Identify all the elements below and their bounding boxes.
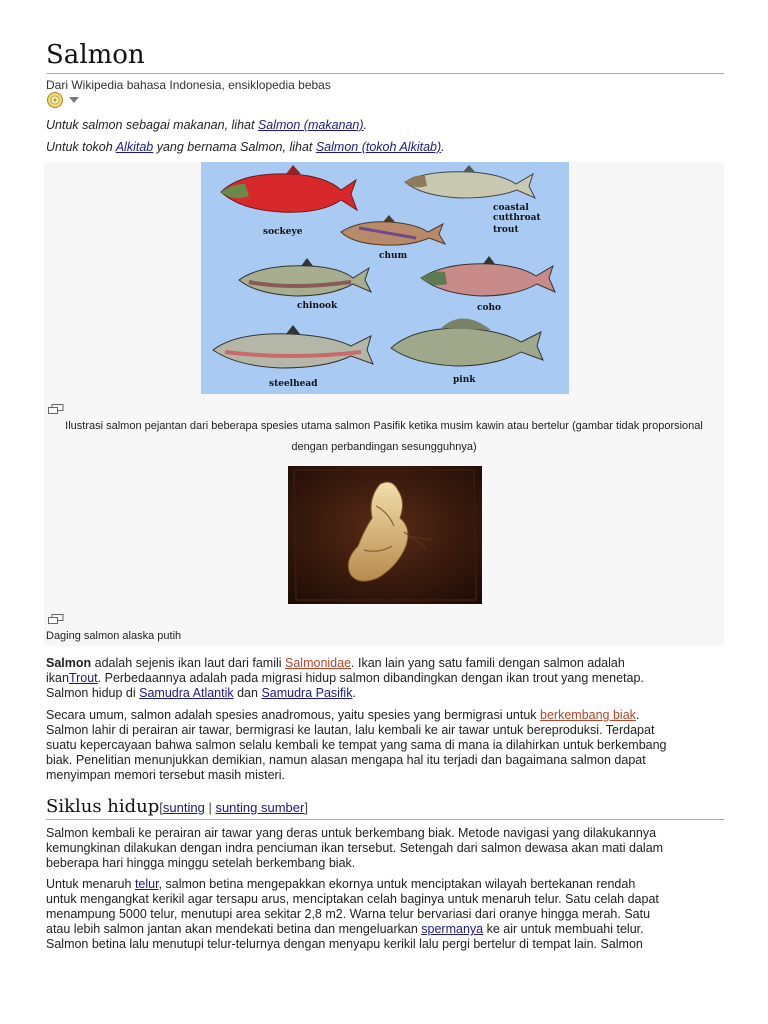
link-salmon-tokoh-alkitab[interactable]: Salmon (tokoh Alkitab) xyxy=(315,140,442,154)
section-divider xyxy=(46,819,724,820)
label-coho: coho xyxy=(477,303,502,313)
enlarge-icon[interactable] xyxy=(48,404,64,414)
chevron-down-icon xyxy=(69,97,79,103)
link-salmon-makanan[interactable]: Salmon (makanan) xyxy=(257,118,364,132)
label-chinook: chinook xyxy=(297,301,338,311)
page-title: Salmon xyxy=(46,40,145,70)
page-tagline: Dari Wikipedia bahasa Indonesia, ensiklopedia bebas xyxy=(46,78,331,92)
link-alkitab[interactable]: Alkitab xyxy=(115,140,154,154)
label-steelhead: steelhead xyxy=(269,379,318,389)
label-cutthroat: cutthroat xyxy=(493,213,541,223)
link-samudra-pasifik[interactable]: Samudra Pasifik xyxy=(261,686,353,700)
title-divider xyxy=(46,73,724,74)
label-pink: pink xyxy=(453,375,476,385)
link-spermanya[interactable]: spermanya xyxy=(421,922,484,936)
section-paragraph-2: Untuk menaruh telur, salmon betina mengepakkan ekornya untuk menciptakan wilayah bertekanan rendah untuk mengangkat kerikil agar tersapu arus, menciptakan celah baginya untuk menaruh telur. Satu celah dapat menampung 5000 telur, menutupi area sekitar 2,8 m2. Warna telur bervariasi dari oranye hingga merah. Satu atau lebih salmon jantan akan mendekati betina dan mengeluarkan spermanya ke air untuk membuahi telur. Salmon betina lalu menutupi telur-telurnya dengan menyapu kerikil lalu pergi bertelur di tempat lain. Salmon xyxy=(46,877,659,951)
hatnote-food: Untuk salmon sebagai makanan, lihat Salmon (makanan). xyxy=(46,118,368,132)
figure2-caption: Daging salmon alaska putih xyxy=(46,630,182,642)
link-salmonidae[interactable]: Salmonidae xyxy=(285,656,352,670)
salmon-species-illustration[interactable] xyxy=(201,162,569,394)
label-coastal: coastal xyxy=(493,203,529,213)
intro-paragraph-1: Salmon adalah sejenis ikan laut dari famili Salmonidae. Ikan lain yang satu famili dengan salmon adalah ikanTrout. Perbedaannya adalah pada migrasi hidup salmon dibandingkan dengan ikan trout yang menetap. Salmon hidup di Samudra Atlantik dan Samudra Pasifik. xyxy=(46,656,644,700)
link-samudra-atlantik[interactable]: Samudra Atlantik xyxy=(139,686,234,700)
link-berkembang-biak[interactable]: berkembang biak xyxy=(540,708,636,722)
label-trout: trout xyxy=(493,225,519,235)
hatnote-bible: Untuk tokoh Alkitab yang bernama Salmon, lihat Salmon (tokoh Alkitab). xyxy=(46,140,445,154)
intro-paragraph-2: Secara umum, salmon adalah spesies anadromous, yaitu spesies yang bermigrasi untuk berkembang biak. Salmon lahir di perairan air tawar, bermigrasi ke lautan, lalu kembali ke air tawar untuk bereproduksi. Terdapat suatu kepercayaan bahwa salmon selalu kembali ke tempat yang sama di mana ia dilahirkan untuk berkembang biak. Penelitian menunjukkan demikian, namun alasan mengapa hal itu terjadi dan bagaimana salmon dapat menyimpan memori tersebut masih misteri. xyxy=(46,708,667,782)
figure1-caption: Ilustrasi salmon pejantan dari beberapa spesies utama salmon Pasifik ketika musim kawin atau bertelur (gambar tidak proporsional dengan perbandingan sesungguhnya) xyxy=(65,420,703,453)
link-trout[interactable]: Trout xyxy=(68,671,98,685)
label-sockeye: sockeye xyxy=(263,227,303,237)
label-chum: chum xyxy=(379,251,408,261)
link-telur[interactable]: telur xyxy=(134,877,159,891)
listen-icon[interactable] xyxy=(46,92,86,108)
edit-source-link[interactable]: sunting sumber xyxy=(215,800,305,815)
salmon-meat-photo[interactable] xyxy=(288,466,482,604)
section-heading-siklus-hidup: Siklus hidup[sunting | sunting sumber] xyxy=(46,796,308,817)
edit-section-link[interactable]: sunting xyxy=(162,800,205,815)
section-paragraph-1: Salmon kembali ke perairan air tawar yang deras untuk berkembang biak. Metode navigasi yang dilakukannya kemungkinan dilakukan dengan indra penciuman ikan tersebut. Setengah dari salmon dewasa akan mati dalam beberapa hari hingga minggu setelah berkembang biak. xyxy=(46,826,664,870)
enlarge-icon[interactable] xyxy=(48,614,64,624)
